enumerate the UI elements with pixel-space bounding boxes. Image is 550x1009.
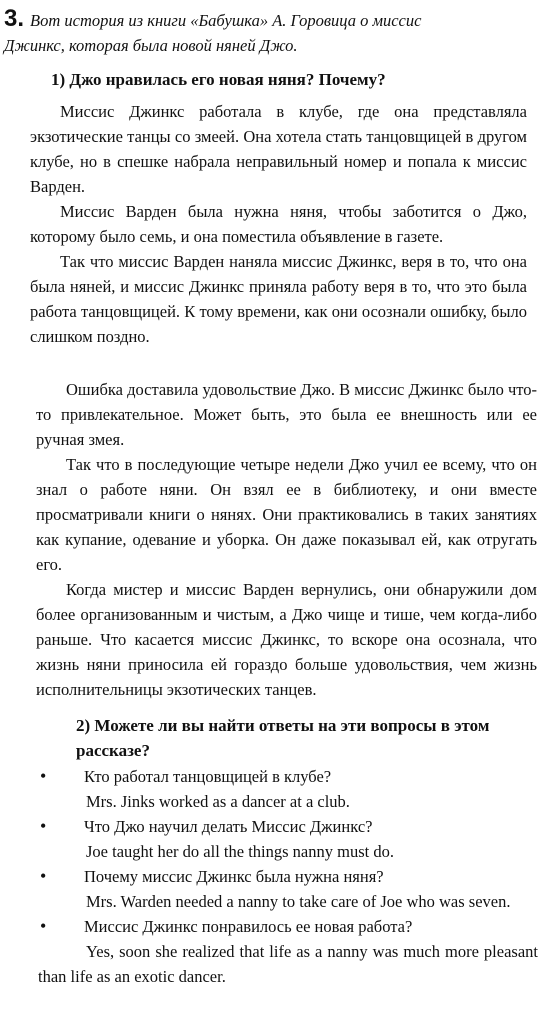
task-intro-line1: Вот история из книги «Бабушка» А. Горовица о миссис: [30, 11, 422, 30]
story-paragraph: Так что миссис Варден наняла миссис Джинкс, веря в то, что она была няней, и миссис Джинкс приняла работу веря в то, что это была работа танцовщицей. К тому времени, как они осознали ошибку, было слишком поздно.: [30, 252, 527, 346]
bullet-icon: •: [40, 816, 47, 836]
question-text: Что Джо научил делать Миссис Джинкс?: [84, 817, 373, 836]
question-text: Почему миссис Джинкс была нужна няня?: [84, 867, 384, 886]
question-text: Кто работал танцовщицей в клубе?: [84, 767, 332, 786]
story-part-1: [30, 99, 527, 349]
story-paragraph: Миссис Варден была нужна няня, чтобы заботится о Джо, которому было семь, и она поместила объявление в газете.: [30, 202, 527, 246]
story-paragraph: Так что в последующие четыре недели Джо учил ее всему, что он знал о работе няни. Он взял ее в библиотеку, и они вместе просматривали книги о нянях. Они практиковались в таких занятиях как купание, одевание и уборка. Он даже показывал ей, как отругать его.: [36, 455, 537, 574]
qa-answer: Mrs. Jinks worked as a dancer at a club.: [86, 792, 350, 811]
question-text: Миссис Джинкс понравилось ее новая работа?: [84, 917, 413, 936]
story-part-2: [36, 377, 537, 702]
qa-question: [38, 864, 538, 889]
qa-question: [38, 914, 538, 939]
question-1-heading: 1) Джо нравилась его новая няня? Почему?: [51, 70, 386, 89]
qa-answer: Joe taught her do all the things nanny must do.: [86, 842, 394, 861]
bullet-icon: •: [40, 866, 47, 886]
task-intro: [4, 6, 540, 58]
task-number: 3.: [4, 5, 25, 32]
bullet-icon: •: [40, 766, 47, 786]
question-2-heading-line2: рассказе?: [76, 741, 150, 760]
bullet-icon: •: [40, 916, 47, 936]
qa-answer: Mrs. Warden needed a nanny to take care of Joe who was seven.: [86, 892, 511, 911]
question-2-heading: [76, 713, 538, 763]
qa-question: [38, 764, 538, 789]
story-paragraph: Ошибка доставила удовольствие Джо. В миссис Джинкс было что-то привлекательное. Может быть, это была ее внешность или ее ручная змея.: [36, 380, 537, 449]
task-intro-line2: Джинкс, которая была новой няней Джо.: [4, 36, 298, 55]
question-2-heading-line1: 2) Можете ли вы найти ответы на эти вопросы в этом: [76, 716, 490, 735]
qa-answer: Yes, soon she realized that life as a nanny was much more pleasant than life as an exotic dancer.: [38, 942, 538, 986]
qa-list: [38, 764, 538, 989]
qa-question: [38, 814, 538, 839]
story-paragraph: Миссис Джинкс работала в клубе, где она представляла экзотические танцы со змеей. Она хотела стать танцовщицей в другом клубе, но в спешке набрала неправильный номер и попала к миссис Варден.: [30, 102, 527, 196]
story-paragraph: Когда мистер и миссис Варден вернулись, они обнаружили дом более организованным и чистым, а Джо чище и тише, чем когда-либо раньше. Что касается миссис Джинкс, то вскоре она осознала, что жизнь няни приносила ей гораздо больше удовольствия, чем жизнь исполнительницы экзотических танцев.: [36, 580, 537, 699]
